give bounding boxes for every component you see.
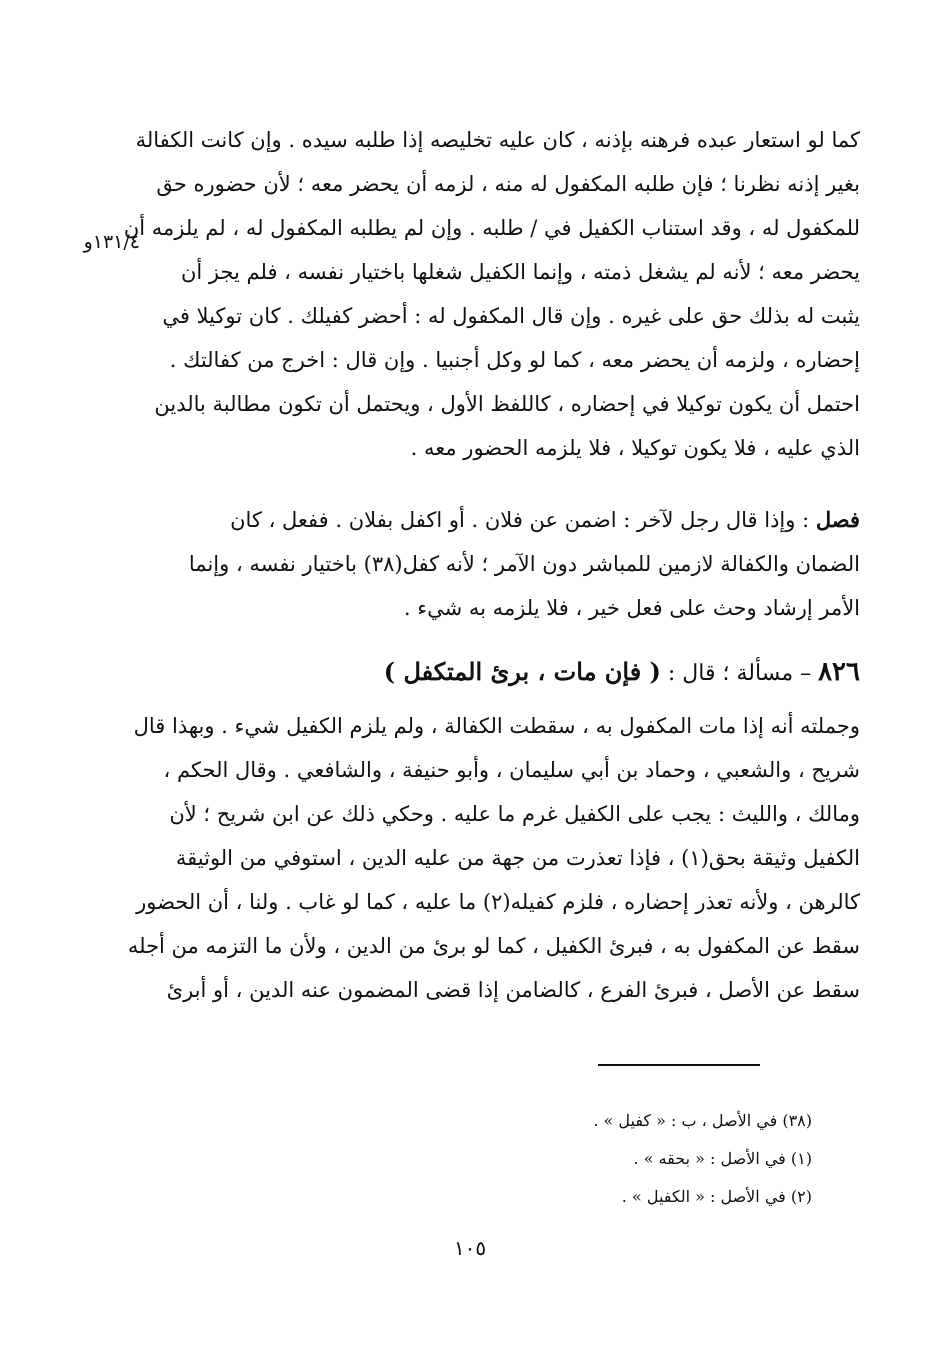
folio-margin-note: ١٣١/٤و	[83, 231, 140, 253]
text-line: الأمر إرشاد وحث على فعل خير ، فلا يلزمه به شيء .	[403, 596, 860, 620]
issue-number: ٨٢٦	[818, 657, 860, 687]
text-fragment: : وإذا قال رجل لآخر : اضمن عن فلان . أو اكفل بفلان . ففعل ، كان	[230, 508, 816, 532]
text-line: يحضر معه ؛ لأنه لم يشغل ذمته ، وإنما الكفيل شغلها باختيار نفسه ، فلم يجز أن	[180, 260, 860, 284]
footnote: (١) في الأصل : « بحقه » .	[633, 1149, 812, 1168]
text-line: بغير إذنه نظرنا ؛ فإن طلبه المكفول له منه ، لزمه أن يحضر معه ؛ لأن حضوره حق	[156, 172, 860, 196]
text-line: شريح ، والشعبي ، وحماد بن أبي سليمان ، وأبو حنيفة ، والشافعي . وقال الحكم ،	[163, 758, 860, 782]
issue-quote: ( فإن مات ، برئ المتكفل )	[383, 657, 661, 686]
text-line: الذي عليه ، فلا يكون توكيلا ، فلا يلزمه الحضور معه .	[410, 436, 860, 460]
text-line: يثبت له بذلك حق على غيره . وإن قال المكفول له : أحضر كفيلك . كان توكيلا في	[162, 304, 860, 328]
text-line: للمكفول له ، وقد استناب الكفيل في / طلبه . وإن لم يطلبه المكفول له ، لم يلزمه أن	[123, 216, 860, 240]
text-line: سقط عن المكفول به ، فبرئ الكفيل ، كما لو برئ من الدين ، ولأن ما التزمه من أجله	[127, 934, 860, 958]
text-line: إحضاره ، ولزمه أن يحضر معه ، كما لو وكل أجنبيا . وإن قال : اخرج من كفالتك .	[169, 348, 860, 372]
text-line	[100, 498, 860, 542]
paragraph-2-fasl	[100, 498, 860, 630]
footnote: (٢) في الأصل : « الكفيل » .	[621, 1187, 812, 1206]
text-line: وجملته أنه إذا مات المكفول به ، سقطت الكفالة ، ولم يلزم الكفيل شيء . وبهذا قال	[133, 714, 860, 738]
text-line: كالرهن ، ولأنه تعذر إحضاره ، فلزم كفيله(٢) ما عليه ، كما لو غاب . ولنا ، أن الحضور	[136, 890, 860, 914]
text-line: ومالك ، والليث : يجب على الكفيل غرم ما عليه . وحكي ذلك عن ابن شريح ؛ لأن	[169, 802, 860, 826]
footnote-separator	[598, 1064, 760, 1066]
text-line: الضمان والكفالة لازمين للمباشر دون الآمر ؛ لأنه كفل(٣٨) باختيار نفسه ، وإنما	[188, 552, 860, 576]
issue-heading	[100, 650, 860, 696]
text-line: الكفيل وثيقة بحق(١) ، فإذا تعذرت من جهة من عليه الدين ، استوفي من الوثيقة	[175, 846, 860, 870]
issue-prefix: – مسألة ؛ قال :	[660, 661, 819, 686]
footnote: (٣٨) في الأصل ، ب : « كفيل » .	[593, 1111, 812, 1130]
paragraph-1	[100, 118, 860, 470]
paragraph-3	[100, 704, 860, 1012]
page-number: ١٠٥	[453, 1236, 487, 1260]
text-line: كما لو استعار عبده فرهنه بإذنه ، كان عليه تخليصه إذا طلبه سيده . وإن كانت الكفالة	[135, 128, 860, 152]
text-line: احتمل أن يكون توكيلا في إحضاره ، كاللفظ الأول ، ويحتمل أن تكون مطالبة بالدين	[154, 392, 860, 416]
text-line: سقط عن الأصل ، فبرئ الفرع ، كالضامن إذا قضى المضمون عنه الدين ، أو أبرئ	[166, 978, 860, 1002]
section-lead-word: فصل	[815, 507, 860, 532]
footnotes	[100, 1102, 812, 1216]
